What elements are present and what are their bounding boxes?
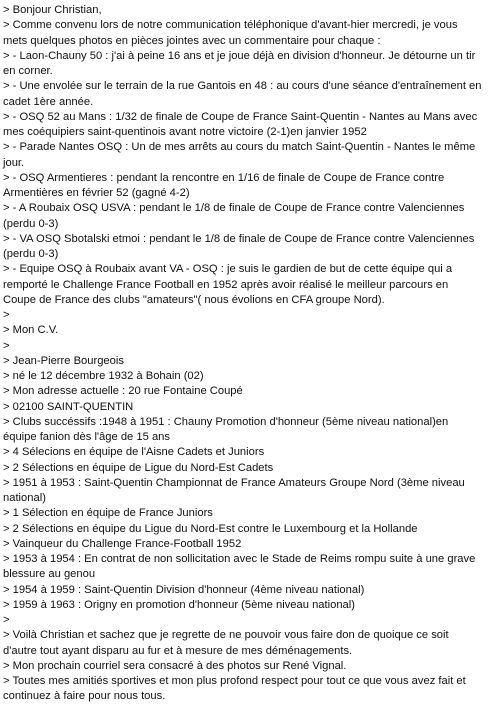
greeting-line: > Bonjour Christian, [3,4,102,16]
cv-selections-nord-est: > 2 Sélections en équipe du Ligue du Nord-Est contre le Luxembourg et la Hollande [3,522,418,535]
cv-clubs-1948: > Clubs succéssifs :1948 à 1951 : Chauny Promotion d'honneur (5ème niveau national)en équipe fanion dès l'âge de 15 ans [3,415,452,443]
cv-selections-aisne: > 4 Sélecions en équipe de l'Aisne Cadets et Juniors [3,446,265,459]
closing-regards: > Toutes mes amitiés sportives et mon plus profond respect pour tout ce que vous avez fait et continuez à faire pour nous tous. [3,675,469,703]
cv-birth: > né le 12 décembre 1932 à Bohain (02) [3,370,204,382]
cv-clubs-1953: > 1953 à 1954 : En contrat de non sollicitation avec le Stade de Reims rompu suite à une grave blessure au genou [3,553,479,581]
cv-city: > 02100 SAINT-QUENTIN [3,400,134,413]
photo-caption-laon-chauny: > - Laon-Chauny 50 : j'ai à peine 16 ans et je joue déjà en division d'honneur. Je détourne un tir en corner. [3,49,479,77]
cv-address: > Mon adresse actuelle : 20 rue Fontaine Coupé [3,385,243,398]
cv-clubs-1951: > 1951 à 1953 : Saint-Quentin Championnat de France Amateurs Groupe Nord (3ème niveau national) [3,476,468,504]
photo-caption-equipe-osq: > - Equipe OSQ à Roubaix avant VA - OSQ : je suis le gardien de but de cette équipe qui a remporté le Challenge France Football en 1952 après avoir réalisé le meilleur parcours en Coupe de France des clubs "amateurs"( nous évolions en CFA groupe Nord). [3,263,456,306]
photo-caption-parade-nantes: > - Parade Nantes OSQ : Un de mes arrêts au cours du match Saint-Quentin - Nantes le même jour. [3,141,479,169]
photo-caption-armentieres: > - OSQ Armentieres : pendant la rencontre en 1/16 de finale de Coupe de France contre Armentières en février 52 (gagné 4-2) [3,171,447,199]
cv-clubs-1954: > 1954 à 1959 : Saint-Quentin Division d'honneur (4ème niveau national) [3,583,365,596]
photo-caption-envolee: > - Une envolée sur le terrain de la rue Gantois en 48 : au cours d'une séance d'entraînement en cadet 1ère année. [3,80,485,108]
photo-caption-roubaix-usva: > - A Roubaix OSQ USVA : pendant le 1/8 de finale de Coupe de France contre Valenciennes (perdu 0-3) [3,202,468,230]
cv-name: > Jean-Pierre Bourgeois [3,354,124,367]
quote-separator: > [3,309,10,321]
cv-selection-france-juniors: > 1 Sélection en équipe de France Juniors [3,507,213,520]
cv-selections-nord-est-cadets: > 2 Sélections en équipe de Ligue du Nord-Est Cadets [3,461,274,474]
intro-line: > Comme convenu lors de notre communication téléphonique d'avant-hier mercredi, je vous mets quelques photos en pièces jointes avec un commentaire pour chaque : [3,19,461,47]
photo-caption-osq-le-mans: > - OSQ 52 au Mans : 1/32 de finale de Coupe de France Saint-Quentin - Nantes au Mans avec mes coéquipiers saint-quentinois avant notre victoire (2-1)en janvier 1952 [3,110,481,138]
cv-clubs-1959: > 1959 à 1963 : Origny en promotion d'honneur (5ème niveau national) [3,598,355,611]
cv-challenge-winner: > Vainqueur du Challenge France-Football 1952 [3,537,242,550]
cv-heading: > Mon C.V. [3,324,59,337]
photo-caption-va-osq: > - VA OSQ Sbotalski etmoi : pendant le 1/8 de finale de Coupe de France contre Valenciennes (perdu 0-3) [3,232,478,260]
quote-separator: > [3,339,10,352]
email-body [3,3,483,705]
closing-next-email: > Mon prochain courriel sera consacré à des photos sur René Vignal. [3,659,347,672]
quote-separator: > [3,614,10,626]
closing-regret: > Voilà Christian et sachez que je regrette de ne pouvoir vous faire don de quoique ce soit d'autre tout ayant disparu au fur et à mesure de mes déménagements. [3,629,452,657]
